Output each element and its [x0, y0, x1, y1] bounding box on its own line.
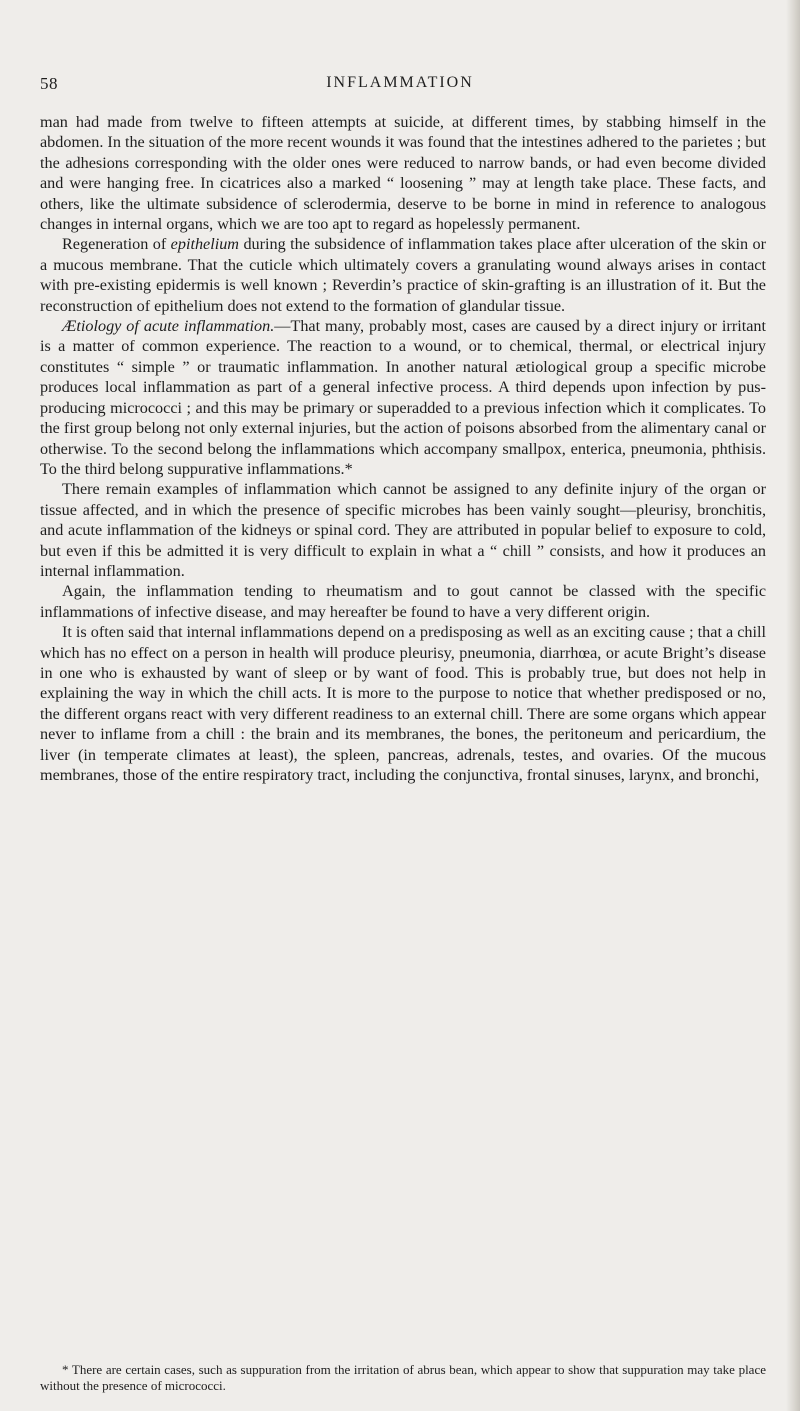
paragraph-lead: Regeneration of [62, 235, 171, 254]
footnote: * There are certain cases, such as suppuration from the irritation of abrus bean, which appear to show that suppuration may take place without the presence of micrococci. [40, 1362, 766, 1393]
body-text [40, 112, 766, 785]
italic-term: epithelium [170, 235, 240, 254]
paragraph-rest: —That many, probably most, cases are caused by a direct injury or irritant is a matter of common experience. The reaction to a wound, or to chemical, thermal, or electrical injury constitutes “ simple ” or traumatic inflammation. In another natural ætiological group a specific microbe produces local inflammation as part of a general infective process. A third depends upon infection by pus-producing micrococci ; and this may be primary or superadded to a previous infection which it complicates. To the first group belong not only external injuries, but the action of poisons absorbed from the alimentary canal or otherwise. To the second belong the inflammations which accompany smallpox, enterica, pneumonia, phthisis. To the third belong suppurative inflammations.* [40, 317, 766, 478]
page-edge-shadow [786, 0, 800, 1411]
running-header [40, 74, 760, 98]
paragraph-unassigned-inflammation: There remain examples of inflammation which cannot be assigned to any definite injury of the organ or tissue affected, and in which the presence of specific microbes has been vainly sought—pleurisy, bronchitis, and acute inflammation of the kidneys or spinal cord. They are attributed in popular belief to exposure to cold, but even if this be admitted it is very difficult to explain in what a “ chill ” consists, and how it produces an internal inflammation. [40, 480, 766, 580]
paragraph-rest: during the subsidence of inflammation takes place after ulceration of the skin or a mucous membrane. That the cuticle which ultimately covers a granulating wound always arises in contact with pre-existing epidermis is well known ; Reverdin’s practice of skin-grafting is an illustration of it. But the reconstruction of epithelium does not extend to the formation of glandular tissue. [40, 235, 767, 315]
paragraph-regeneration [40, 234, 766, 316]
paragraph-aetiology [40, 316, 766, 479]
section-heading: Ætiology of acute inflammation. [62, 317, 275, 336]
paragraph-continued: man had made from twelve to fifteen attempts at suicide, at different times, by stabbing himself in the abdomen. In the situation of the more recent wounds it was found that the intestines adhered to the parietes ; but the adhesions corresponding with the older ones were reduced to narrow bands, or had even become divided and were hanging free. In cicatrices also a marked “ loosening ” may at length take place. These facts, and others, like the ultimate subsidence of sclerodermia, deserve to be borne in mind in reference to analogous changes in internal organs, which we are too apt to regard as hopelessly permanent. [40, 113, 766, 234]
page-number: 58 [40, 74, 58, 93]
running-title: INFLAMMATION [326, 74, 474, 91]
paragraph-predisposing-cause: It is often said that internal inflammations depend on a predisposing as well as an exciting cause ; that a chill which has no effect on a person in health will produce pleurisy, pneumonia, diarrhœa, or acute Bright’s disease in one who is exhausted by want of sleep or by want of food. This is probably true, but does not help in explaining the way in which the chill acts. It is more to the purpose to notice that whether predisposed or no, the different organs react with very different readiness to an external chill. There are some organs which appear never to inflame from a chill : the brain and its membranes, the bones, the peritoneum and pericardium, the liver (in temperate climates at least), the spleen, pancreas, adrenals, testes, and ovaries. Of the mucous membranes, those of the entire respiratory tract, including the conjunctiva, frontal sinuses, larynx, and bronchi, [40, 623, 766, 784]
paragraph-rheumatism: Again, the inflammation tending to rheumatism and to gout cannot be classed with the specific inflammations of infective disease, and may hereafter be found to have a very different origin. [40, 582, 766, 621]
